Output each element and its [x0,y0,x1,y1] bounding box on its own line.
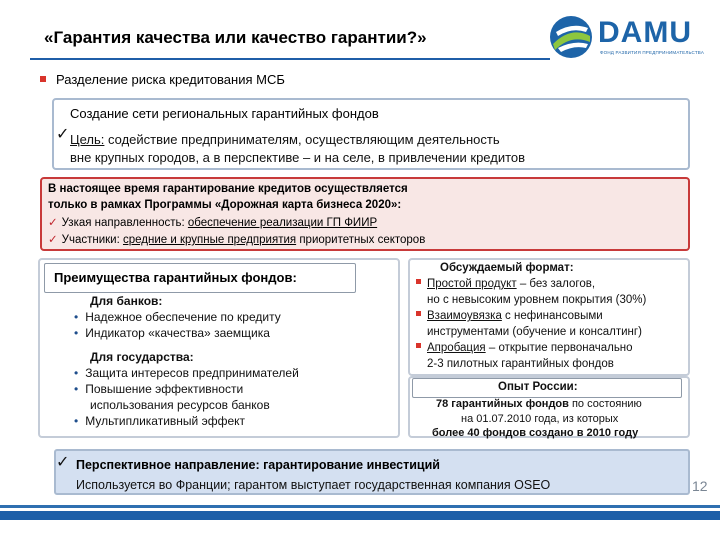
page-title: «Гарантия качества или качество гарантии?» [44,28,427,47]
damu-logo [548,14,714,64]
state-item-2-text: Повышение эффективности [85,382,244,396]
goal-label: Цель: [70,132,105,147]
red-square-bullet-icon [40,76,46,82]
state-item-2 [74,382,243,396]
format-item-2-rest: с нефинансовыми [501,310,603,322]
bullet-dot-icon: • [74,366,79,380]
format-item-3-cont: 2-3 пилотных гарантийных фондов [427,358,614,370]
goal-text: содействие предпринимателям, осуществляющим деятельность [104,132,500,147]
state-item-1-text: Защита интересов предпринимателей [85,366,299,380]
goal-line-2: вне крупных городов, а в перспективе – и на селе, в привлечении кредитов [70,150,526,165]
format-item-1 [416,278,595,290]
banks-item-1 [74,310,281,324]
format-item-2-link: Взаимоувязка [427,310,502,322]
state-item-2-cont: использования ресурсов банков [90,398,270,412]
format-item-3-link: Апробация [427,342,486,354]
format-item-1-cont: но с невысоким уровнем покрытия (30%) [427,294,647,306]
page-number: 12 [692,478,708,494]
format-item-2 [416,310,603,322]
red-square-bullet-icon [416,279,421,284]
title-rule [30,58,550,60]
format-item-1-link: Простой продукт [427,278,517,290]
state-item-1 [74,366,299,380]
program-item-2 [48,232,425,246]
logo-wordmark: DAMU [598,16,692,49]
program-item-2-rest: приоритетных секторов [296,234,426,246]
prospect-heading: Перспективное направление: гарантирование инвестиций [76,458,440,472]
bullet-dot-icon: • [74,326,79,340]
program-item-1 [48,215,377,229]
format-item-1-rest: – без залогов, [516,278,596,290]
program-item-2-link: средние и крупные предприятия [122,234,297,246]
banks-item-2-text: Индикатор «качества» заемщика [85,326,270,340]
program-line-2 [48,199,401,211]
russia-line-1-bold: 78 гарантийных фондов [436,398,569,410]
format-item-3 [416,342,633,354]
banks-title: Для банков: [90,294,163,308]
program-item-2-label: Участники: [61,234,123,246]
advantages-heading: Преимущества гарантийных фондов: [54,270,297,285]
program-line-1-text: В настоящее время гарантирование кредитов осуществляется [48,183,408,195]
state-title: Для государства: [90,350,194,364]
russia-heading: Опыт России: [498,381,578,393]
main-bullet-text: Разделение риска кредитования МСБ [56,72,285,87]
regional-funds-heading: Создание сети региональных гарантийных фондов [70,106,379,121]
bullet-dot-icon: • [74,382,79,396]
program-item-1-label: Узкая направленность: [61,217,188,229]
state-item-3 [74,414,245,428]
red-square-bullet-icon [416,311,421,316]
logo-subtitle: ФОНД РАЗВИТИЯ ПРЕДПРИНИМАТЕЛЬСТВА [600,50,705,55]
program-item-1-link: обеспечение реализации ГП ФИИР [187,217,378,229]
check-icon: ✓ [48,234,58,246]
damu-emblem-icon [548,14,594,60]
program-line-2-text: только в рамках Программы «Дорожная карта бизнеса 2020»: [48,199,402,211]
bullet-dot-icon: • [74,414,79,428]
program-line-1 [48,183,408,195]
russia-line-2: на 01.07.2010 года, из которых [461,413,619,425]
check-icon: ✓ [56,126,70,143]
red-square-bullet-icon [416,343,421,348]
russia-line-1-rest: по состоянию [568,398,642,410]
footer-rule-thick [0,511,720,520]
banks-item-1-text: Надежное обеспечение по кредиту [85,310,281,324]
goal-line [70,132,500,147]
russia-line-1 [436,398,642,410]
format-heading: Обсуждаемый формат: [440,262,574,274]
banks-item-2 [74,326,270,340]
state-item-3-text: Мультипликативный эффект [85,414,245,428]
russia-line-3: более 40 фондов создано в 2010 году [432,427,639,439]
main-bullet [40,72,285,87]
bullet-dot-icon: • [74,310,79,324]
format-item-3-rest: – открытие первоначально [485,342,633,354]
format-item-2-cont: инструментами (обучение и консалтинг) [427,326,642,338]
footer-rule-thin [0,505,720,508]
check-icon: ✓ [56,454,70,471]
prospect-line: Используется во Франции; гарантом выступает государственная компания OSEO [76,478,551,492]
check-icon: ✓ [48,217,58,229]
